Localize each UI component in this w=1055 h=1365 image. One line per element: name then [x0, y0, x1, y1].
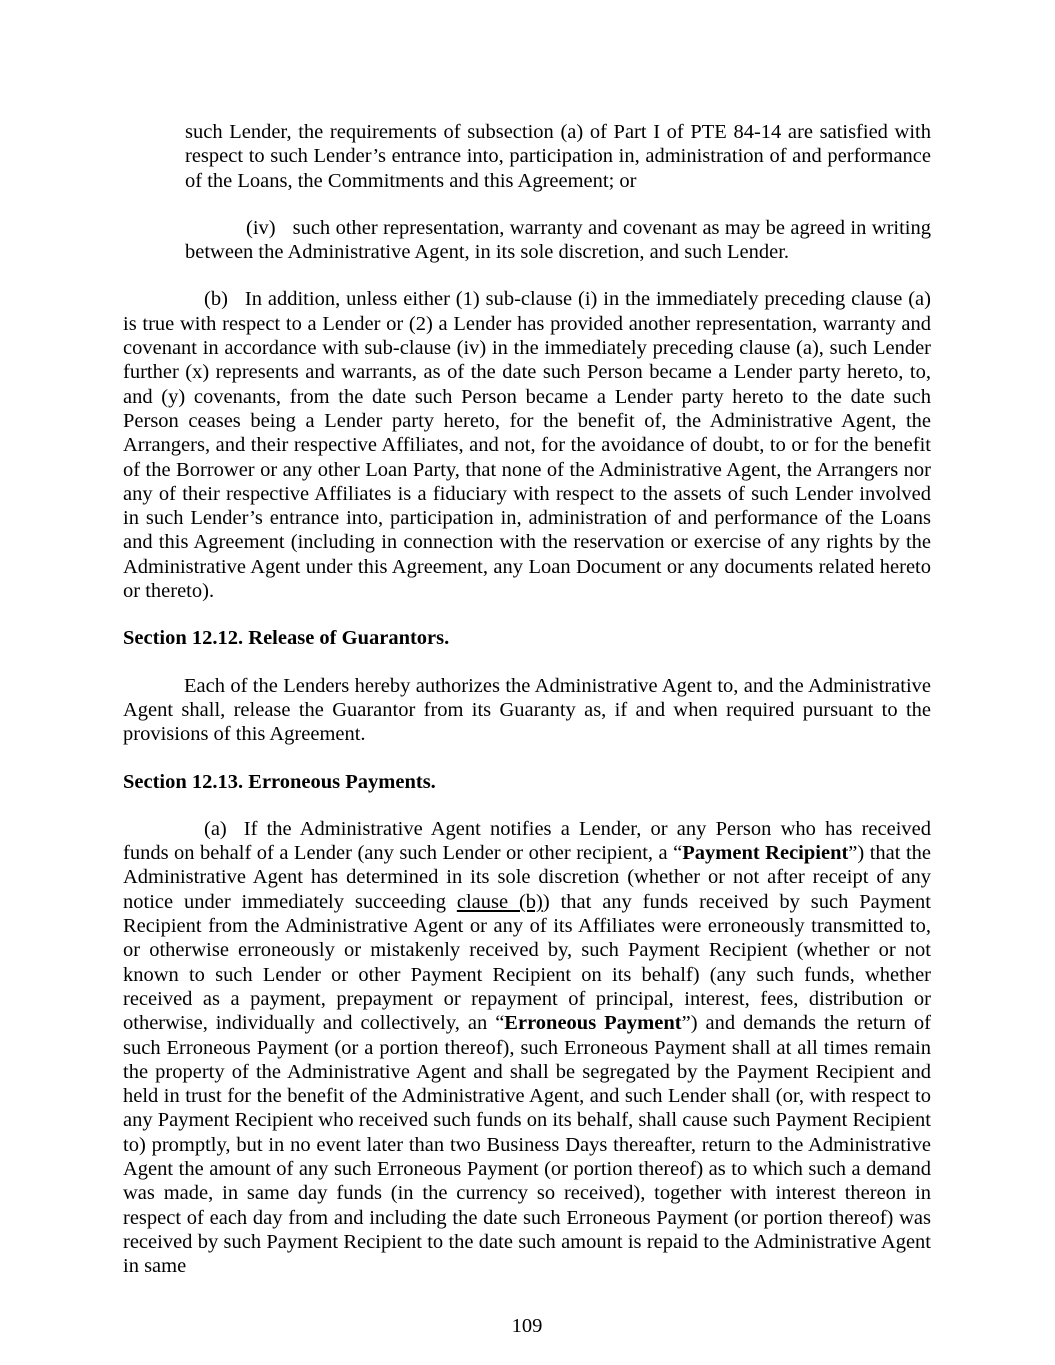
paragraph	[123, 674, 931, 747]
text-run: ) that any funds received by such Payment Recipient from the Administrative Agent or any of its Affiliates were erroneously transmitted to, or otherwise erroneously or mistakenly received by, such Payment Recipient (whether or not known to such Lender or other Payment Recipient on its behalf) (any such funds, whether received as a payment, prepayment or repayment of principal, interest, fees, distribution or otherwise, individually and collectively, an “	[123, 890, 931, 1035]
heading-text: Section 12.12. Release of Guarantors.	[123, 627, 450, 650]
text-run: In addition, unless either (1) sub-clause (i) in the immediately preceding clause (a) is true with respect to a Lender or (2) a Lender has provided another representation, warranty and covenant in accordance with sub-clause (iv) in the immediately preceding clause (a), such Lender further (x) represents and warrants, as of the date such Person became a Lender party hereto, to, and (y) covenants, from the date such Person became a Lender party hereto to the date such Person ceases being a Lender party hereto, for the benefit of, the Administrative Agent, the Arrangers, and their respective Affiliates, and not, for the avoidance of doubt, to or for the benefit of the Borrower or any other Loan Party, that none of the Administrative Agent, the Arrangers nor any of their respective Affiliates is a fiduciary with respect to the assets of such Lender involved in such Lender’s entrance into, participation in, administration of and performance of the Loans and this Agreement (including in connection with the reservation or exercise of any rights by the Administrative Agent under this Agreement, any Loan Document or any documents related hereto or thereto).	[123, 288, 931, 603]
defined-term: Payment Recipient	[682, 842, 849, 865]
paragraph	[185, 120, 931, 193]
text-run: such other representation, warranty and covenant as may be agreed in writing between the Administrative Agent, in its sole discretion, and such Lender.	[185, 216, 931, 264]
text-run: ”) that the Administrative Agent has determined in its sole discretion (whether or not after receipt of any notice under immediately succeeding	[123, 842, 932, 913]
text-run: (b)	[204, 288, 228, 311]
heading-text: Section 12.13. Erroneous Payments.	[123, 770, 436, 793]
text-run: If the Administrative Agent notifies a Lender, or any Person who has received funds on behalf of a Lender (any such Lender or other recipient, a “	[123, 817, 931, 865]
text-run: such Lender, the requirements of subsection (a) of Part I of PTE 84-14 are satisfied with respect to such Lender’s entrance into, participation in, administration of and performance of the Loans, the Commitments and this Agreement; or	[185, 121, 931, 192]
paragraph	[185, 216, 931, 265]
text-run: ”) and demands the return of such Erroneous Payment (or a portion thereof), such Erroneous Payment shall at all times remain the property of the Administrative Agent and shall be segregated by the Payment Recipient and held in trust for the benefit of the Administrative Agent, and such Lender shall (or, with respect to any Payment Recipient who received such funds on its behalf, shall cause such Payment Recipient to) promptly, but in no event later than two Business Days thereafter, return to the Administrative Agent the amount of any such Erroneous Payment (or portion thereof) as to which such a demand was made, in same day funds (in the currency so received), together with interest thereon in respect of each day from and including the date such Erroneous Payment (or portion thereof) was received by such Payment Recipient to the date such amount is repaid to the Administrative Agent in same	[123, 1012, 931, 1278]
text-run: (iv)	[246, 216, 276, 239]
paragraph	[123, 817, 931, 1279]
text-run: (a)	[204, 817, 227, 840]
section-heading	[123, 770, 931, 794]
text-run: Each of the Lenders hereby authorizes the Administrative Agent to, and the Administrative Agent shall, release the Guarantor from its Guaranty as, if and when required pursuant to the provisions of this Agreement.	[123, 674, 931, 746]
defined-term: Erroneous Payment	[504, 1012, 682, 1035]
section-heading	[123, 626, 931, 650]
document-body	[123, 120, 931, 1278]
cross-reference: clause (b)	[456, 890, 543, 913]
page-number: 109	[511, 1315, 543, 1338]
paragraph	[123, 287, 931, 603]
